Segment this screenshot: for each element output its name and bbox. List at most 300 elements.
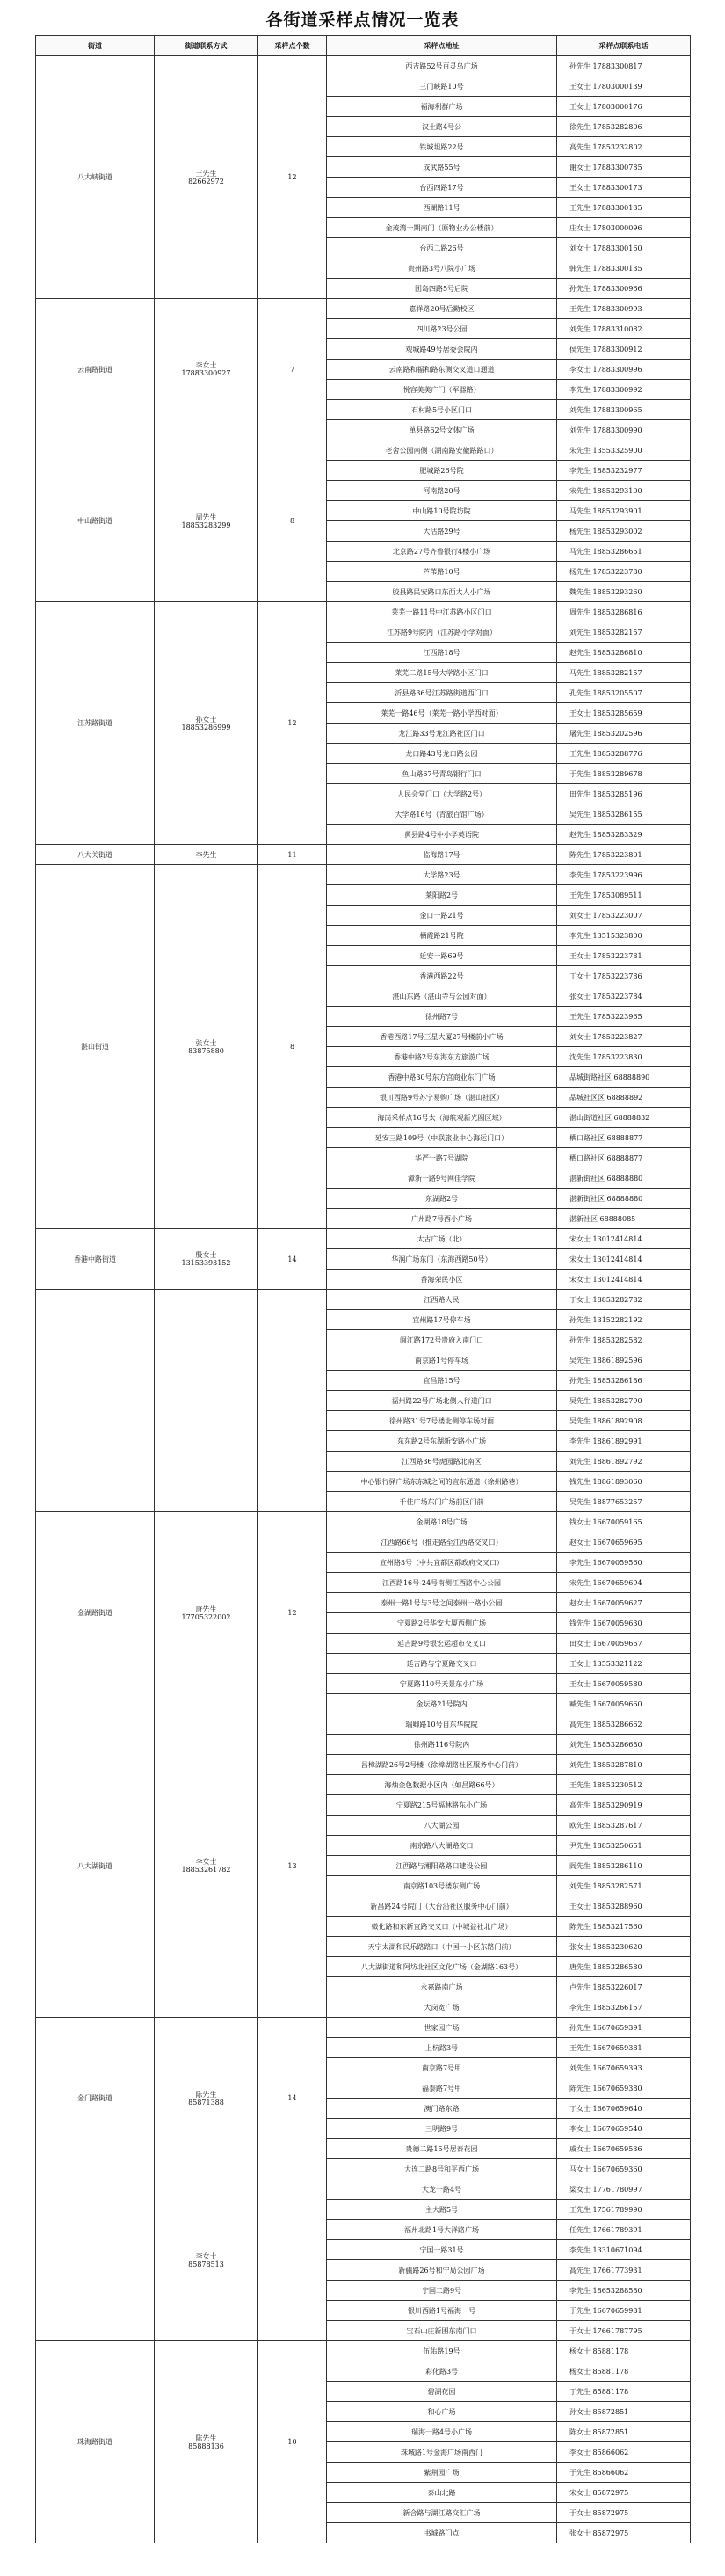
site-phone: 湛新社区 68888085 — [557, 1209, 691, 1229]
site-phone: 孙女士 85872851 — [557, 2402, 691, 2422]
site-phone: 赵先生 18853283329 — [557, 825, 691, 845]
table-row — [36, 1714, 691, 1735]
site-phone: 吴先生 18853282790 — [557, 1391, 691, 1411]
site-address: 天宁太湖和民乐路路口（中国一小区东路门前） — [327, 1937, 557, 1957]
site-phone: 王女士 16670059580 — [557, 1674, 691, 1694]
site-address: 福州路22号广场北侧人行道门口 — [327, 1391, 557, 1411]
site-address: 紫荆园广场 — [327, 2463, 557, 2483]
site-phone: 王先生 18853230512 — [557, 1775, 691, 1795]
street-contact: 李先生 — [155, 845, 258, 865]
street-name: 金门路街道 — [36, 2018, 155, 2179]
site-address: 澳门路东路 — [327, 2099, 557, 2119]
site-phone: 魏先生 18853293260 — [557, 582, 691, 602]
site-address: 延安一路69号 — [327, 946, 557, 966]
site-phone: 侯先生 17883300912 — [557, 339, 691, 360]
site-address: 龙口路43号龙口路公园 — [327, 744, 557, 764]
table-row — [36, 2018, 691, 2038]
site-address: 上杭路3号 — [327, 2038, 557, 2058]
site-phone: 刘先生 17883300990 — [557, 420, 691, 440]
site-address: 银川西路9号苏宁易购广场（湛山社区） — [327, 1088, 557, 1108]
site-count: 8 — [258, 865, 327, 1229]
site-address: 东东路2号东湖新安路小广场 — [327, 1431, 557, 1452]
site-address: 南京路八大湖路交口 — [327, 1836, 557, 1856]
street-name: 江苏路街道 — [36, 602, 155, 845]
header-row — [36, 36, 691, 56]
site-address: 单县路62号文体广场 — [327, 420, 557, 440]
site-address: 莱阳路2号 — [327, 885, 557, 906]
site-phone: 徐先生 17853282806 — [557, 117, 691, 137]
site-address: 河南路20号 — [327, 481, 557, 501]
site-address: 闽江路172号贵府入南门口 — [327, 1330, 557, 1350]
street-name: 云南路街道 — [36, 299, 155, 440]
site-phone: 张女士 17853223784 — [557, 986, 691, 1007]
site-phone: 马女士 16670659360 — [557, 2159, 691, 2179]
site-address: 莱芜一路46号（莱芜一路小学西对面） — [327, 703, 557, 724]
site-address: 贵州路3号八院小广场 — [327, 258, 557, 279]
table-row — [36, 1512, 691, 1532]
site-address: 大沽路29号 — [327, 521, 557, 542]
header-site-address: 采样点地址 — [327, 36, 557, 56]
street-contact: 陈先生 85871388 — [155, 2018, 258, 2179]
site-phone: 高先生 18853286662 — [557, 1714, 691, 1735]
site-address: 和心广场 — [327, 2402, 557, 2422]
site-address: 北京路27号齐鲁银行4楼小广场 — [327, 542, 557, 562]
site-phone: 李先生 18853232977 — [557, 461, 691, 481]
table-body — [36, 56, 691, 2543]
site-address: 大岗宽广场 — [327, 1997, 557, 2018]
site-address: 莱芜二路15号大学路小区门口 — [327, 663, 557, 683]
site-address: 肥城路26号院 — [327, 461, 557, 481]
site-phone: 李先生 18653288580 — [557, 2281, 691, 2301]
site-phone: 王女士 17883300173 — [557, 178, 691, 198]
site-phone: 唐先生 18853286580 — [557, 1957, 691, 1977]
site-phone: 杨先生 17853223780 — [557, 562, 691, 582]
site-address: 栖霞路21号院 — [327, 926, 557, 946]
site-phone: 吴先生 18861892596 — [557, 1350, 691, 1371]
site-address: 大连二路8号和平西广场 — [327, 2159, 557, 2179]
site-phone: 杨女士 85881178 — [557, 2361, 691, 2382]
site-address: 西吉路52号百灵鸟广场 — [327, 56, 557, 76]
site-phone: 王先生 16670659381 — [557, 2038, 691, 2058]
site-phone: 马先生 18853293901 — [557, 501, 691, 521]
site-phone: 朱先生 13553325900 — [557, 440, 691, 461]
site-count: 13 — [258, 1714, 327, 2018]
street-contact: 陈先生 85888136 — [155, 2341, 258, 2543]
site-address: 宝石山庄新围东南门口 — [327, 2321, 557, 2341]
site-address: 昌樟湖路26号2号楼（徐樟湖路社区服务中心门前） — [327, 1755, 557, 1775]
site-address: 观城路49号居委会院内 — [327, 339, 557, 360]
site-phone: 孙先生 13152282192 — [557, 1310, 691, 1330]
site-phone: 李女士 85866062 — [557, 2442, 691, 2463]
site-address: 嘉祥路20号后勤校区 — [327, 299, 557, 319]
site-count — [258, 2179, 327, 2341]
site-phone: 王先生 17853089511 — [557, 885, 691, 906]
table-row — [36, 1229, 691, 1249]
site-phone: 屠先生 18853202596 — [557, 724, 691, 744]
site-phone: 刘先生 18853282157 — [557, 622, 691, 643]
site-phone: 孙先生 18853282582 — [557, 1330, 691, 1350]
table-row — [36, 2179, 691, 2200]
site-phone: 卢先生 18853226017 — [557, 1977, 691, 1997]
street-contact: 殷女士 13153393152 — [155, 1229, 258, 1290]
site-phone: 庄女士 17803000096 — [557, 218, 691, 238]
street-name — [36, 1290, 155, 1512]
table-row — [36, 56, 691, 76]
site-phone: 任先生 17661789391 — [557, 2220, 691, 2240]
street-contact: 唐先生 17705322002 — [155, 1512, 258, 1714]
street-name: 香港中路街道 — [36, 1229, 155, 1290]
street-name: 金湖路街道 — [36, 1512, 155, 1714]
street-name: 湛山街道 — [36, 865, 155, 1229]
street-contact: 周先生 18853283299 — [155, 440, 258, 602]
site-address: 八大湖公园 — [327, 1816, 557, 1836]
site-phone: 钱先生 18861893060 — [557, 1472, 691, 1492]
site-phone: 王先生 17561789990 — [557, 2200, 691, 2220]
site-phone: 丁女士 17853223786 — [557, 966, 691, 986]
site-address: 江西路人民 — [327, 1290, 557, 1310]
table-row — [36, 1290, 691, 1310]
street-contact: 张女士 83875880 — [155, 865, 258, 1229]
site-phone: 李女士 16670659540 — [557, 2119, 691, 2139]
site-phone: 刘先生 18853282571 — [557, 1876, 691, 1896]
site-address: 世家园广场 — [327, 2018, 557, 2038]
site-address: 南京路103号楼东侧广场 — [327, 1876, 557, 1896]
site-address: 海岗采样点16号太（海航观新光圆区域） — [327, 1108, 557, 1128]
site-address: 胶县路民安路口东西大人小广场 — [327, 582, 557, 602]
site-phone: 赵女士 16670659695 — [557, 1532, 691, 1553]
site-count: 12 — [258, 602, 327, 845]
site-address: 铁城坦路22号 — [327, 137, 557, 157]
site-address: 江西路16号-24号南侧江西路中心公园 — [327, 1573, 557, 1593]
site-address: 宁国二路9号 — [327, 2281, 557, 2301]
site-address: 碧湖花园 — [327, 2382, 557, 2402]
site-phone: 王女士 17803000176 — [557, 97, 691, 117]
site-address: 贵德二路15号居泰花园 — [327, 2139, 557, 2159]
site-phone: 刘先生 18853287810 — [557, 1755, 691, 1775]
site-address: 江苏路9号院内（江苏路小学对面） — [327, 622, 557, 643]
site-phone: 张女士 18853230620 — [557, 1937, 691, 1957]
site-address: 团岛四路5号后院 — [327, 279, 557, 299]
site-address: 珠城路1号金海广场南西门 — [327, 2442, 557, 2463]
site-phone: 赵女士 16670059627 — [557, 1593, 691, 1613]
site-phone: 刘女士 17853223007 — [557, 906, 691, 926]
site-count: 14 — [258, 1229, 327, 1290]
site-phone: 吴先生 18877653257 — [557, 1492, 691, 1512]
site-address: 金口一路21号 — [327, 906, 557, 926]
site-phone: 王女士 17853223781 — [557, 946, 691, 966]
site-phone: 孙先生 17883300817 — [557, 56, 691, 76]
site-phone: 刘先生 17883310082 — [557, 319, 691, 339]
site-address: 芦苇路10号 — [327, 562, 557, 582]
street-name: 八大关街道 — [36, 845, 155, 865]
street-name: 珠海路街道 — [36, 2341, 155, 2543]
site-address: 云南路和福和路东侧交叉道口通道 — [327, 360, 557, 380]
site-address: 徐州路31号7号楼北侧停车场对面 — [327, 1411, 557, 1431]
site-phone: 钱女士 16670059165 — [557, 1512, 691, 1532]
site-phone: 王女士 18853288960 — [557, 1896, 691, 1917]
table-row — [36, 299, 691, 319]
site-address: 台西二路26号 — [327, 238, 557, 258]
street-name: 八大峡街道 — [36, 56, 155, 299]
site-phone: 湛新街社区 68888880 — [557, 1189, 691, 1209]
site-address: 金茂湾一期南门（原物业办公楼前） — [327, 218, 557, 238]
site-address: 宣州路3号（中共宜都区都政府交叉口） — [327, 1553, 557, 1573]
site-phone: 戚女士 16670659536 — [557, 2139, 691, 2159]
site-address: 大龙一路4号 — [327, 2179, 557, 2200]
site-phone: 刘女士 17853223827 — [557, 1027, 691, 1047]
table-row — [36, 845, 691, 865]
site-address: 福海利群广场 — [327, 97, 557, 117]
site-phone: 李先生 16670059560 — [557, 1553, 691, 1573]
site-phone: 孙先生 16670659391 — [557, 2018, 691, 2038]
site-phone: 谢女士 17883300785 — [557, 157, 691, 178]
site-address: 三门峡路10号 — [327, 76, 557, 97]
site-address: 华润广场东门（东海西路50号） — [327, 1249, 557, 1270]
site-phone: 赵先生 18853286810 — [557, 643, 691, 663]
site-phone: 周先生 18853286816 — [557, 602, 691, 622]
site-phone: 陈先生 16670659380 — [557, 2078, 691, 2099]
site-address: 广州路7号西小广场 — [327, 1209, 557, 1229]
site-phone: 王先生 18853288776 — [557, 744, 691, 764]
site-phone: 品城街路社区 68888890 — [557, 1067, 691, 1088]
site-address: 延安三路109号（中联旅业中心海运门口） — [327, 1128, 557, 1148]
street-name — [36, 2179, 155, 2341]
site-address: 老舍公园南侧（湖南路安徽路路口） — [327, 440, 557, 461]
site-phone: 孙先生 18853286186 — [557, 1371, 691, 1391]
site-phone: 丁女士 18853282782 — [557, 1290, 691, 1310]
site-address: 延吉路与宁夏路交叉口 — [327, 1654, 557, 1674]
site-phone: 刘先生 18861892792 — [557, 1452, 691, 1472]
street-contact: 王先生 82662972 — [155, 56, 258, 299]
site-phone: 刘先生 17883300965 — [557, 400, 691, 420]
page-title: 各街道采样点情况一览表 — [265, 11, 460, 30]
site-phone: 王先生 17883300993 — [557, 299, 691, 319]
site-address: 成武路55号 — [327, 157, 557, 178]
site-address: 悦容美美广门（军器路） — [327, 380, 557, 400]
site-address: 宁夏路215号福林路东小广场 — [327, 1795, 557, 1816]
site-address: 龙江路33号龙江路社区门口 — [327, 724, 557, 744]
site-address: 银川西路1号福海一号 — [327, 2301, 557, 2321]
header-site-phone: 采样点联系电话 — [557, 36, 691, 56]
site-address: 台西四路17号 — [327, 178, 557, 198]
site-phone: 于先生 18853289678 — [557, 764, 691, 784]
table-row — [36, 440, 691, 461]
site-phone: 刘先生 16670659393 — [557, 2058, 691, 2078]
site-address: 书城路门点 — [327, 2523, 557, 2543]
site-phone: 杨先生 18853293002 — [557, 521, 691, 542]
site-phone: 吴先生 18861892908 — [557, 1411, 691, 1431]
site-phone: 韩先生 17883300135 — [557, 258, 691, 279]
site-phone: 王女士 17803000139 — [557, 76, 691, 97]
site-address: 江西路18号 — [327, 643, 557, 663]
site-count: 12 — [258, 1512, 327, 1714]
site-phone: 宋女士 85872975 — [557, 2483, 691, 2503]
street-contact: 李女士 17883300927 — [155, 299, 258, 440]
site-phone: 宋先生 18853293100 — [557, 481, 691, 501]
street-contact: 李女士 85878513 — [155, 2179, 258, 2341]
site-phone: 田女士 16670059667 — [557, 1634, 691, 1654]
site-address: 江西路66号（推走路至江西路交叉口） — [327, 1532, 557, 1553]
site-address: 汉土路4号公 — [327, 117, 557, 137]
site-address: 八大湖街道和阿坊北社区文化广场（金湖路163号） — [327, 1957, 557, 1977]
site-address: 人民会堂门口（大学路2号） — [327, 784, 557, 804]
site-phone: 杨女士 85881178 — [557, 2341, 691, 2361]
site-address: 微化路和东新宜路交叉口（中城益社北广场） — [327, 1917, 557, 1937]
site-address: 主大路5号 — [327, 2200, 557, 2220]
site-phone: 王先生 17883300135 — [557, 198, 691, 218]
site-phone: 李先生 18861892991 — [557, 1431, 691, 1452]
site-address: 永嘉路南广场 — [327, 1977, 557, 1997]
site-phone: 陈先生 17853223801 — [557, 845, 691, 865]
site-count — [258, 1290, 327, 1512]
site-phone: 陈女士 85872851 — [557, 2422, 691, 2442]
site-phone: 马先生 18853286651 — [557, 542, 691, 562]
site-address: 香港中路2号东海东方旅游广场 — [327, 1047, 557, 1067]
site-address: 宜昌路15号 — [327, 1371, 557, 1391]
site-address: 西湖路11号 — [327, 198, 557, 218]
header-street-contact: 街道联系方式 — [155, 36, 258, 56]
site-phone: 王女士 13553321122 — [557, 1654, 691, 1674]
site-address: 莱芜一路11号中江苏路小区门口 — [327, 602, 557, 622]
site-phone: 李先生 18853266157 — [557, 1997, 691, 2018]
sampling-table — [35, 35, 691, 2543]
site-address: 新昌路24号院门（大台沿社区服务中心门前） — [327, 1896, 557, 1917]
site-address: 徐州路116号院内 — [327, 1735, 557, 1755]
site-address: 香海荣民小区 — [327, 1270, 557, 1290]
site-phone: 宋女士 13012414814 — [557, 1229, 691, 1249]
site-phone: 湛新街社区 68888880 — [557, 1168, 691, 1189]
site-phone: 孙先生 17883300966 — [557, 279, 691, 299]
site-address: 彩化路3号 — [327, 2361, 557, 2382]
site-phone: 阎先生 18853286110 — [557, 1856, 691, 1876]
site-address: 千佳广场东门广场前区门前 — [327, 1492, 557, 1512]
site-phone: 刘女士 17883300160 — [557, 238, 691, 258]
site-phone: 高先生 17853232802 — [557, 137, 691, 157]
table-row — [36, 2341, 691, 2361]
site-address: 泰州一路1号与3号之间泰州一路小公园 — [327, 1593, 557, 1613]
site-phone: 陈先生 18853217560 — [557, 1917, 691, 1937]
site-phone: 栖口路社区 68888877 — [557, 1148, 691, 1168]
site-count: 8 — [258, 440, 327, 602]
site-address: 四川路23号公园 — [327, 319, 557, 339]
site-address: 南京路1号停车场 — [327, 1350, 557, 1371]
site-count: 11 — [258, 845, 327, 865]
street-name: 中山路街道 — [36, 440, 155, 602]
site-address: 香港西路22号 — [327, 966, 557, 986]
site-phone: 孔先生 18853205507 — [557, 683, 691, 703]
street-contact: 李女士 18853261782 — [155, 1714, 258, 2018]
site-address: 香港西路17号三星大厦27号楼前小广场 — [327, 1027, 557, 1047]
site-phone: 欧先生 18853287617 — [557, 1816, 691, 1836]
street-contact: 孙女士 18853286999 — [155, 602, 258, 845]
site-phone: 沈先生 17853223830 — [557, 1047, 691, 1067]
site-phone: 丁女士 16670659640 — [557, 2099, 691, 2119]
site-phone: 栖口路社区 68888877 — [557, 1128, 691, 1148]
site-address: 延吉路9号银宏运超市交叉口 — [327, 1634, 557, 1654]
site-phone: 马先生 18853282157 — [557, 663, 691, 683]
site-address: 临海路17号 — [327, 845, 557, 865]
site-phone: 李先生 13515323800 — [557, 926, 691, 946]
site-phone: 品城社区区 68888892 — [557, 1088, 691, 1108]
site-address: 太古广场（北） — [327, 1229, 557, 1249]
site-address: 南京路7号甲 — [327, 2058, 557, 2078]
site-address: 海烛金色数据小区内（如昌路66号） — [327, 1775, 557, 1795]
site-phone: 臧先生 16670059660 — [557, 1694, 691, 1714]
site-phone: 王女士 18853285659 — [557, 703, 691, 724]
site-phone: 宋女士 13012414814 — [557, 1249, 691, 1270]
site-phone: 梁女士 17761780997 — [557, 2179, 691, 2200]
site-address: 中心银行驿广场东东城之间的宜东通道（徐州路巷） — [327, 1472, 557, 1492]
site-phone: 高先生 17661773931 — [557, 2260, 691, 2281]
site-address: 漳新一路9号网佳学院 — [327, 1168, 557, 1189]
site-address: 瑞海一路4号小广场 — [327, 2422, 557, 2442]
site-address: 金湖路18号广场 — [327, 1512, 557, 1532]
site-phone: 尹先生 18853250651 — [557, 1836, 691, 1856]
site-address: 鱼山路67号青岛银行门口 — [327, 764, 557, 784]
site-phone: 李先生 17883300992 — [557, 380, 691, 400]
site-phone: 于女士 17661787795 — [557, 2321, 691, 2341]
site-count: 10 — [258, 2341, 327, 2543]
site-address: 江西路与湘阳路路口建设公园 — [327, 1856, 557, 1876]
table-row — [36, 602, 691, 622]
table-row — [36, 865, 691, 885]
site-phone: 刘先生 18853286680 — [557, 1735, 691, 1755]
site-count: 14 — [258, 2018, 327, 2179]
site-phone: 张女士 85872975 — [557, 2523, 691, 2543]
header-site-count: 采样点个数 — [258, 36, 327, 56]
site-phone: 于女士 85872975 — [557, 2503, 691, 2523]
site-address: 中山路10号院坊院 — [327, 501, 557, 521]
site-phone: 高先生 18853290919 — [557, 1795, 691, 1816]
site-address: 福州北路1号大祥路广场 — [327, 2220, 557, 2240]
site-address: 瑞卿路10号自东华院院 — [327, 1714, 557, 1735]
site-phone: 吴先生 18853286155 — [557, 804, 691, 825]
street-name: 八大湖街道 — [36, 1714, 155, 2018]
site-address: 金坛路21号院内 — [327, 1694, 557, 1714]
site-address: 三明路9号 — [327, 2119, 557, 2139]
site-address: 宁夏路2号华安大厦西侧广场 — [327, 1613, 557, 1634]
header-street: 街道 — [36, 36, 155, 56]
site-phone: 宋女士 13012414814 — [557, 1270, 691, 1290]
site-address: 新合路与湖江路交汇广场 — [327, 2503, 557, 2523]
site-address: 宁国一路31号 — [327, 2240, 557, 2260]
site-address: 伍佑路19号 — [327, 2341, 557, 2361]
site-address: 福泰路7号甲 — [327, 2078, 557, 2099]
site-address: 华严一路7号湖院 — [327, 1148, 557, 1168]
site-address: 湛山东路（湛山寺与公园对面） — [327, 986, 557, 1007]
site-address: 石村路5号小区门口 — [327, 400, 557, 420]
site-address: 江西路36号虎园路北南区 — [327, 1452, 557, 1472]
site-phone: 李先生 13310671094 — [557, 2240, 691, 2260]
site-address: 沂县路36号江苏路街道西门口 — [327, 683, 557, 703]
site-address: 新疆路26号和宁局公园广场 — [327, 2260, 557, 2281]
site-phone: 丁先生 85881178 — [557, 2382, 691, 2402]
site-address: 大学路16号（青旅百馆广场） — [327, 804, 557, 825]
site-address: 大学路23号 — [327, 865, 557, 885]
site-phone: 李先生 17853223996 — [557, 865, 691, 885]
site-phone: 湛山街道社区 68888832 — [557, 1108, 691, 1128]
site-phone: 于先生 85866062 — [557, 2463, 691, 2483]
site-phone: 宋先生 16670659694 — [557, 1573, 691, 1593]
site-count: 7 — [258, 299, 327, 440]
street-contact — [155, 1290, 258, 1512]
site-address: 香港中路30号东方宫商业东门广场 — [327, 1067, 557, 1088]
site-address: 黄县路4号中小学英语院 — [327, 825, 557, 845]
site-phone: 田先生 18853285196 — [557, 784, 691, 804]
site-phone: 李女士 17883300996 — [557, 360, 691, 380]
site-count: 12 — [258, 56, 327, 299]
site-phone: 钱先生 16670059630 — [557, 1613, 691, 1634]
